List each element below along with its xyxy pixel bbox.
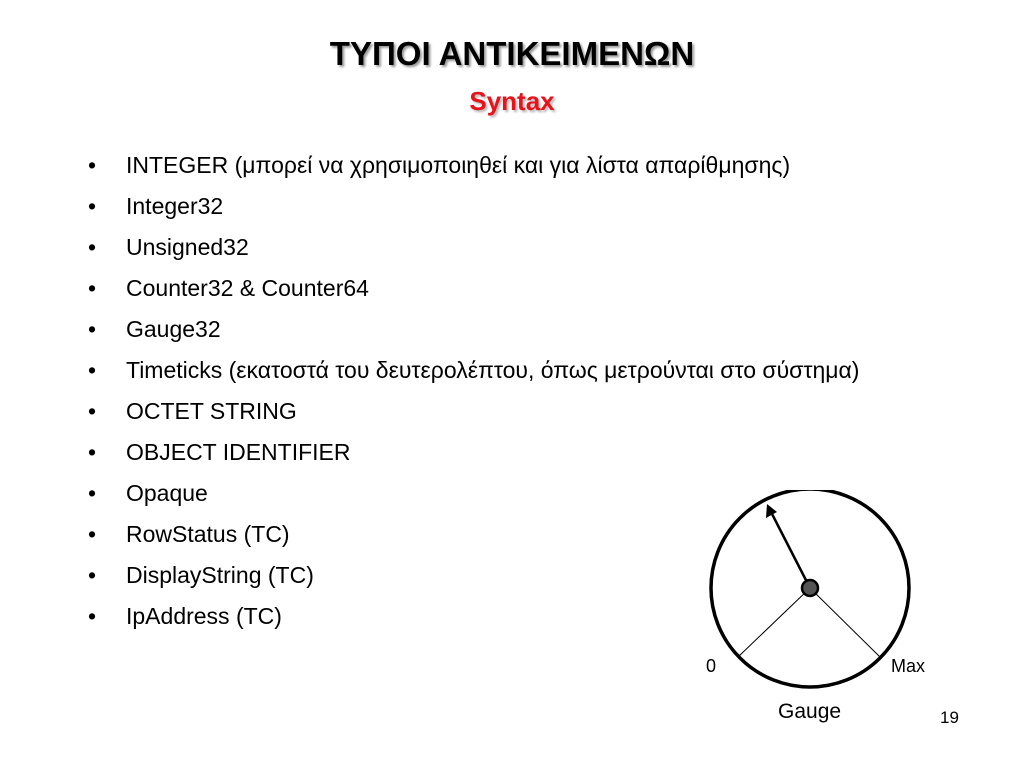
bullet-item: • DisplayString (TC) [88,560,918,591]
bullet-item: • INTEGER (μπορεί να χρησιμοποιηθεί και για λίστα απαρίθμησης) [88,150,918,181]
gauge-caption: Gauge [778,700,842,723]
gauge-zero-label: 0 [706,656,717,676]
bullet-item: • RowStatus (TC) [88,519,918,550]
bullet-item: • Opaque [88,478,918,509]
bullet-item: • Counter32 & Counter64 [88,273,918,304]
slide-subtitle: Syntax [469,86,555,116]
gauge-max-label: Max [891,656,926,676]
bullet-item: • Timeticks (εκατοστά του δευτερολέπτου, όπως μετρούνται στο σύστημα) [88,355,918,386]
bullet-item: • OBJECT IDENTIFIER [88,437,918,468]
bullet-item: • Unsigned32 [88,232,918,263]
gauge-hub [802,580,818,596]
bullet-item: • IpAddress (TC) [88,601,918,632]
gauge-diagram [700,490,940,730]
slide-number: 19 [940,708,959,727]
bullet-item: • OCTET STRING [88,396,918,427]
bullet-item: • Integer32 [88,191,918,222]
bullet-item: • Gauge32 [88,314,918,345]
slide-title: ΤΥΠΟΙ ΑΝΤΙΚΕΙΜΕΝΩΝ [329,35,695,72]
